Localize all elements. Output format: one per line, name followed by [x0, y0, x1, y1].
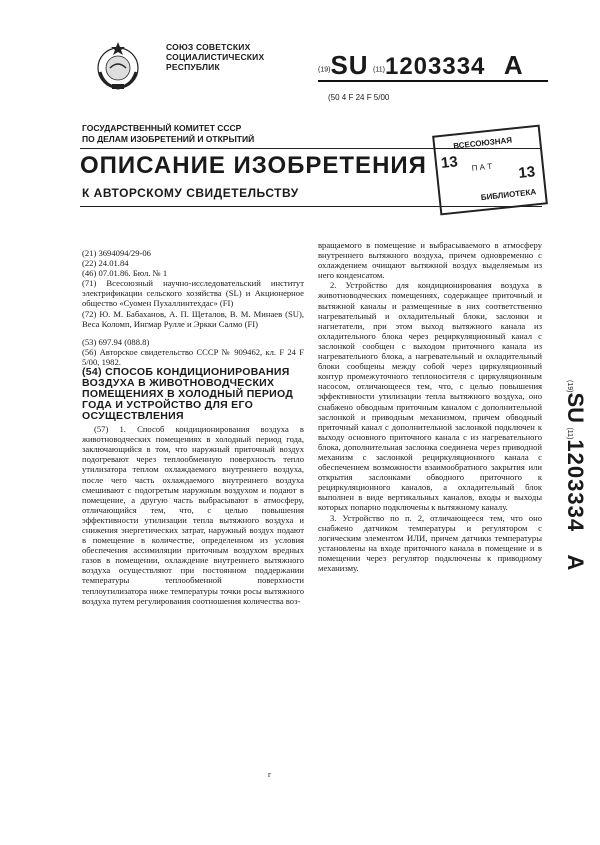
document-title: ОПИСАНИЕ ИЗОБРЕТЕНИЯ	[80, 152, 427, 179]
code-11: (11)	[373, 66, 385, 74]
stamp-line: БИБЛИОТЕКА	[480, 187, 537, 203]
claim-2: 2. Устройство для кондиционирования воздуха в животноводческих помещениях, содержащее приточный и вытяжной каналы и размещенные в них соответственно нагревательный и охладительный блоки, заслонки и нагнетатели, при этом выход вытяжного канала из охладительного блока через рециркуляционный канал с заслонкой сообщен с выходом приточного канала из нагревательного блока, а нагревательный и охладительный блоки сообщены между собой через циркуляционный контур промежуточного теплоносителя с циркуляционным насосом, отличающееся тем, что, с целью повышения эффективности утилизации тепла вытяжного воздуха, оно снабжено обводным приточным каналом с дополнительной заслонкой и приводным механизмом, причем обводный приточный канал с дополнительной заслонкой подключен к выходу основного приточного канала с из нагревательного блока, дополнительная заслонка соединена через приводной механизм с заслонкой рециркуляционного канала с обеспечением возможности взаимообратного закрытия или открытия заслонками обводного приточного к рециркуляционного каналов, а охладительный блок выполнен в виде вертикальных каналов, входы и выходы которых попарно подключены к вытяжному каналу.	[318, 280, 542, 513]
left-column	[82, 248, 304, 606]
committee-line: ГОСУДАРСТВЕННЫЙ КОМИТЕТ СССР	[82, 123, 242, 133]
ipc-classification	[328, 93, 389, 102]
stamp-line: ВСЕСОЮЗНАЯ	[452, 135, 513, 151]
kind-code: A	[503, 50, 523, 80]
country-code: SU	[330, 50, 369, 80]
invention-title: (54) СПОСОБ КОНДИЦИОНИРОВАНИЯ ВОЗДУХА В ЖИВОТНОВОДЧЕСКИХ ПОМЕЩЕНИЯХ В ХОЛОДНЫЙ ПЕРИОД ГОДА И УСТРОЙСТВО ДЛЯ ЕГО ОСУЩЕСТВЛЕНИЯ	[82, 366, 294, 423]
claim-1-continued: вращаемого в помещение и выбрасываемого в атмосферу внутреннего вытяжного воздуха, причем одновременно с охлаждением очищают вытяжной воздух выделяемым из него конденсатом.	[318, 240, 542, 281]
biblio-entry: (53) 697.94 (088.8)	[82, 336, 150, 347]
library-stamp	[432, 125, 548, 216]
biblio-entry: (71) Всесоюзный научно-исследовательский институт электрификации сельского хозяйства (SL) и Акционерное общество «Суомен Пухаллинтехдас» (FI)	[82, 278, 304, 309]
number-underline	[318, 80, 548, 82]
union-line: СОЮЗ СОВЕТСКИХ	[166, 42, 251, 52]
union-line: СОЦИАЛИСТИЧЕСКИХ	[166, 52, 265, 62]
code-19: (19)	[318, 66, 331, 74]
union-line: РЕСПУБЛИК	[166, 62, 220, 72]
biblio-entry: (56) Авторское свидетельство СССР № 909462, кл. F 24 F 5/00, 1982.	[82, 346, 304, 367]
side-code-11: (11)	[566, 427, 573, 440]
bibliographic-data	[82, 248, 304, 367]
biblio-entry: (72) Ю. М. Бабаханов, А. П. Щеталов, В. М. Минаев (SU), Веса Коломп, Ингмар Рулле и Эркки Салмо (FI)	[82, 308, 304, 329]
ipc-code: (50 4	[328, 93, 347, 102]
stamp-line: П А Т	[471, 161, 493, 173]
side-kind-code: A	[563, 554, 588, 571]
biblio-entry: (21) 3694094/29-06	[82, 248, 151, 258]
ipc-value: F 24 F 5/00	[348, 93, 390, 102]
ussr-emblem-icon	[90, 38, 146, 94]
claim-3: 3. Устройство по п. 2, отличающееся тем, что оно снабжено датчиком температуры и регулятором с логическим элементом ИЛИ, причем датчики температуры установлены на входе приточного канала в помещение и в помещении через регулятор подключены к приводному механизму.	[318, 512, 542, 573]
patent-number: 1203334	[384, 53, 486, 80]
side-code-19: (19)	[566, 380, 573, 393]
committee-line: ПО ДЕЛАМ ИЗОБРЕТЕНИЙ И ОТКРЫТИЙ	[82, 134, 255, 144]
footer-mark: г	[268, 770, 272, 779]
side-country-code: SU	[563, 392, 588, 424]
biblio-entry: (46) 07.01.86. Бюл. № 1	[82, 268, 168, 279]
document-subtitle: К АВТОРСКОМУ СВИДЕТЕЛЬСТВУ	[82, 186, 299, 200]
union-name	[166, 42, 264, 72]
claim-1: (57) 1. Способ кондиционирования воздуха в животноводческих помещениях в холодный период года, заключающийся в том, что наружный приточный воздух подогревают через теплообменную поверхность тепло утилизатора теплом охлаждаемого внутреннего воздуха, после чего часть охлаждаемого внутреннего воздуха смешивают с подогретым наружным воздухом и подают в помещение, а другую часть выбрасывают в атмосферу, отличающийся тем, что, с целью повышения эффективности утилизации тепла вытяжного воздуха и снижения энергетических затрат, наружный воздух подают в помещение в количестве, определенном из условия обеспечения ассимиляции приточным воздухом вредных газов в помещении, охлаждение внутреннего вытяжного воздуха осуществляют при постоянном поддержании температуры теплообменной поверхности теплоутилизатора ниже температуры точки росы вытяжного воздуха путем регулирования соотношения количества воз-	[82, 424, 304, 606]
committee-name	[82, 123, 254, 145]
biblio-entry: (22) 24.01.84	[82, 258, 129, 269]
stamp-number: 13	[517, 163, 537, 182]
stamp-number: 13	[440, 153, 459, 173]
side-patent-number: 1203334	[563, 439, 588, 533]
side-publication-number	[560, 380, 600, 680]
publication-number	[318, 50, 523, 81]
right-column	[318, 240, 542, 573]
